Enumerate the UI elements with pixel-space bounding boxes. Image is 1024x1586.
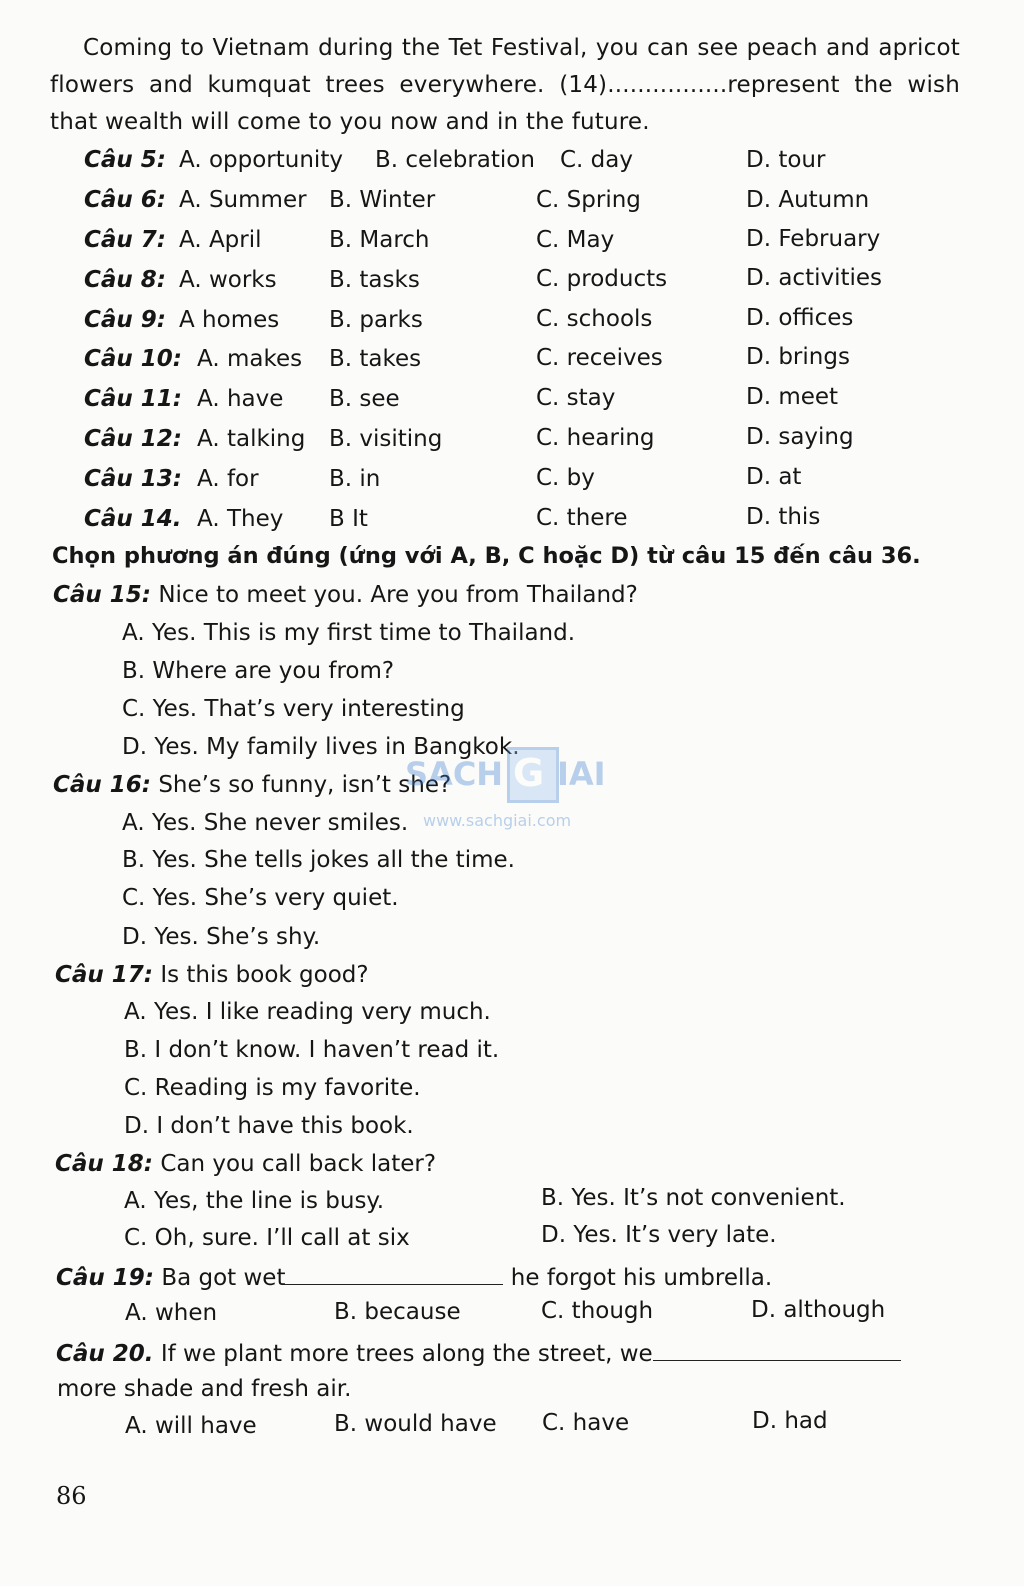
question-label: Câu 18:: [55, 1151, 153, 1177]
watermark-brand-mid: G: [513, 751, 545, 795]
option-b: B. March: [329, 227, 430, 253]
question-stem: Can you call back later?: [160, 1151, 437, 1177]
answer-blank: [653, 1338, 901, 1361]
option-c: C. though: [541, 1298, 654, 1324]
question-label: Câu 7:: [84, 227, 166, 253]
question-label: Câu 11:: [84, 386, 182, 412]
option-c: C. stay: [536, 385, 616, 411]
page-number: 86: [56, 1482, 87, 1510]
watermark-brand-right: IAI: [557, 755, 606, 793]
question-stem-before: Ba got wet: [161, 1265, 286, 1291]
option-a: A. makes: [197, 346, 303, 372]
watermark-brand-left: SACH: [405, 755, 504, 793]
option-b: B. parks: [329, 307, 423, 333]
question-label: Câu 6:: [84, 187, 166, 213]
watermark-logo: [405, 745, 615, 830]
option-d: D. Yes. It’s very late.: [541, 1222, 777, 1248]
answer-blank: [285, 1262, 503, 1285]
option-d: D. Autumn: [746, 187, 870, 213]
passage: [50, 30, 960, 141]
option-b: B. would have: [334, 1411, 497, 1437]
option-b: B. Where are you from?: [122, 658, 395, 684]
option-c: C. hearing: [536, 425, 655, 451]
passage-line-1: Coming to Vietnam during the Tet Festival, you can see peach and: [83, 35, 870, 61]
option-c: C. by: [536, 465, 595, 491]
option-b: B. in: [329, 466, 381, 492]
option-b: B. Yes. She tells jokes all the time.: [122, 847, 515, 873]
option-b: B. Winter: [329, 187, 436, 213]
option-c: C. Oh, sure. I’ll call at six: [124, 1225, 410, 1251]
option-c: C. schools: [536, 306, 653, 332]
option-d: D. Yes. My family lives in Bangkok.: [122, 734, 520, 760]
question-label: Câu 9:: [84, 307, 166, 333]
option-b: B. Yes. It’s not convenient.: [541, 1185, 846, 1211]
option-c: C. Yes. That’s very interesting: [122, 696, 465, 722]
option-b: B. celebration: [375, 147, 535, 173]
question-label: Câu 8:: [84, 267, 166, 293]
option-c: C. receives: [536, 345, 663, 371]
question-stem-line-2: more shade and fresh air.: [57, 1376, 352, 1402]
option-c: C. May: [536, 227, 615, 253]
option-d: D. activities: [746, 265, 883, 291]
option-a: A homes: [179, 307, 280, 333]
option-a: A. opportunity: [179, 147, 343, 173]
option-d: D. tour: [746, 147, 826, 173]
option-a: A. April: [179, 227, 262, 253]
option-b: B. visiting: [329, 426, 443, 452]
passage-line-3: the wish that wealth will come to you now and in the future.: [50, 72, 960, 135]
option-b: B. because: [334, 1299, 461, 1325]
option-d: D. saying: [746, 424, 854, 450]
question-stem: She’s so funny, isn’t she?: [158, 772, 452, 798]
option-a: A. will have: [125, 1413, 257, 1439]
option-a: A. when: [125, 1300, 218, 1326]
option-b: B It: [329, 506, 368, 532]
question-label: Câu 20.: [56, 1341, 154, 1367]
option-d: D. at: [746, 464, 802, 490]
option-c: C. Spring: [536, 187, 641, 213]
option-c: C. Reading is my favorite.: [124, 1075, 421, 1101]
option-d: D. I don’t have this book.: [124, 1113, 414, 1139]
option-c: C. day: [560, 147, 633, 173]
option-b: B. tasks: [329, 267, 420, 293]
question-stem: Nice to meet you. Are you from Thailand?: [158, 582, 638, 608]
option-b: B. takes: [329, 346, 422, 372]
option-a: A. Yes. This is my first time to Thailand.: [122, 620, 576, 646]
option-a: A. have: [197, 386, 284, 412]
question-label: Câu 12:: [84, 426, 182, 452]
option-a: A. Summer: [179, 187, 307, 213]
option-b: B. see: [329, 386, 400, 412]
option-c: C. have: [542, 1410, 630, 1436]
question-label: Câu 5:: [84, 147, 166, 173]
question-label: Câu 17:: [55, 962, 153, 988]
passage-line-2: apricot flowers and kumquat trees everywhere. (14)................represent: [50, 35, 960, 98]
watermark-url: www.sachgiai.com: [423, 811, 572, 830]
option-d: D. meet: [746, 384, 839, 410]
option-d: D. brings: [746, 344, 850, 370]
question-label: Câu 16:: [53, 772, 151, 798]
option-b: B. I don’t know. I haven’t read it.: [124, 1037, 500, 1063]
question-stem-after: he forgot his umbrella.: [510, 1265, 773, 1291]
question-label: Câu 15:: [53, 582, 151, 608]
question-stem-before: If we plant more trees along the street, we: [160, 1341, 653, 1367]
option-a: A. works: [179, 267, 277, 293]
option-a: A. Yes. She never smiles.: [122, 810, 409, 836]
option-a: A. talking: [197, 426, 306, 452]
option-a: A. Yes, the line is busy.: [124, 1188, 385, 1214]
section-instruction: Chọn phương án đúng (ứng với A, B, C hoặc D) từ câu 15 đến câu 36.: [52, 543, 921, 569]
option-d: D. February: [746, 226, 881, 252]
option-c: C. Yes. She’s very quiet.: [122, 885, 399, 911]
option-d: D. had: [752, 1408, 828, 1434]
option-d: D. Yes. She’s shy.: [122, 924, 321, 950]
option-c: C. there: [536, 505, 628, 531]
option-d: D. although: [751, 1297, 886, 1323]
option-a: A. for: [197, 466, 259, 492]
option-d: D. offices: [746, 305, 854, 331]
question-label: Câu 10:: [84, 346, 182, 372]
question-label: Câu 19:: [56, 1265, 154, 1291]
question-label: Câu 14.: [84, 506, 182, 532]
option-c: C. products: [536, 266, 668, 292]
question-label: Câu 13:: [84, 466, 182, 492]
option-d: D. this: [746, 504, 821, 530]
option-a: A. They: [197, 506, 284, 532]
question-stem: Is this book good?: [160, 962, 369, 988]
option-a: A. Yes. I like reading very much.: [124, 999, 491, 1025]
